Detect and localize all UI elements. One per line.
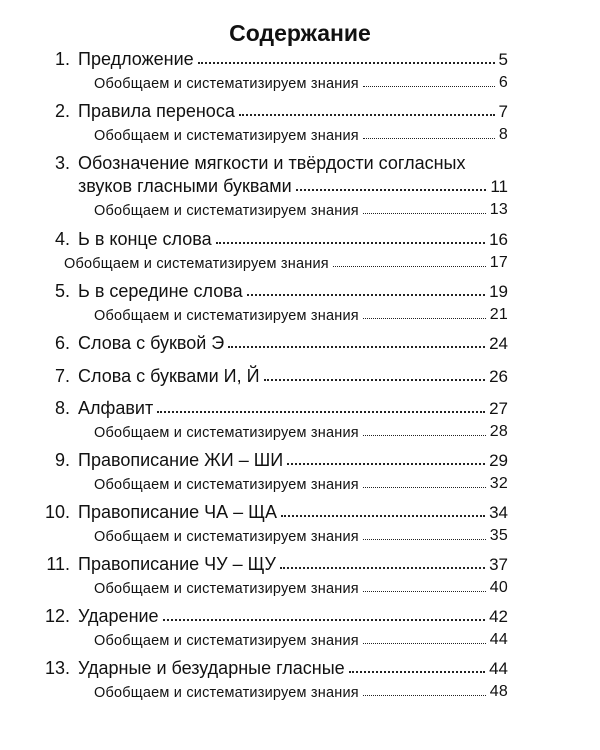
subentry-title: Обобщаем и систематизируем знания bbox=[94, 203, 359, 219]
toc-entry[interactable] bbox=[40, 98, 508, 122]
toc-entry[interactable] bbox=[78, 173, 508, 197]
subentry-page: 8 bbox=[498, 126, 508, 143]
toc-subentry[interactable] bbox=[94, 469, 508, 493]
entry-title: Слова с буквами И, Й bbox=[78, 366, 260, 386]
entry-page: 26 bbox=[489, 367, 508, 386]
dot-leader bbox=[363, 695, 486, 696]
toc-subentry[interactable] bbox=[94, 677, 508, 701]
subentry-page: 13 bbox=[489, 201, 508, 218]
entry-title: Предложение bbox=[78, 49, 194, 69]
toc-subentry[interactable] bbox=[94, 300, 508, 324]
dot-leader bbox=[363, 213, 486, 214]
entry-title: Правила переноса bbox=[78, 101, 235, 121]
entry-number: 13. bbox=[44, 658, 70, 678]
subentry-title: Обобщаем и систематизируем знания bbox=[94, 477, 359, 493]
dot-leader bbox=[363, 86, 495, 87]
entry-title: звуков гласными буквами bbox=[78, 176, 292, 196]
toc-entry[interactable] bbox=[40, 447, 508, 471]
entry-page: 29 bbox=[489, 451, 508, 470]
dot-leader bbox=[163, 619, 486, 621]
entry-number: 1. bbox=[54, 49, 70, 69]
subentry-page: 28 bbox=[489, 423, 508, 440]
dot-leader bbox=[363, 318, 486, 319]
dot-leader bbox=[296, 189, 487, 191]
toc-subentry[interactable] bbox=[94, 120, 508, 144]
subentry-page: 21 bbox=[489, 306, 508, 323]
entry-title: Правописание ЧА – ЩА bbox=[78, 502, 278, 522]
dot-leader bbox=[363, 138, 495, 139]
toc-entry[interactable] bbox=[40, 363, 508, 387]
subentry-title: Обобщаем и систематизируем знания bbox=[94, 581, 359, 597]
subentry-page: 17 bbox=[489, 254, 508, 271]
dot-leader bbox=[349, 671, 485, 673]
dot-leader bbox=[157, 411, 485, 413]
entry-title: Слова с буквой Э bbox=[78, 333, 225, 353]
entry-title: Ударение bbox=[78, 606, 159, 626]
subentry-title: Обобщаем и систематизируем знания bbox=[94, 633, 359, 649]
toc-entry[interactable] bbox=[40, 551, 508, 575]
entry-page: 16 bbox=[489, 230, 508, 249]
entry-number: 5. bbox=[54, 281, 70, 301]
subentry-title: Обобщаем и систематизируем знания bbox=[94, 529, 359, 545]
toc-entry[interactable] bbox=[40, 226, 508, 250]
dot-leader bbox=[281, 515, 485, 517]
toc-subentry[interactable] bbox=[94, 68, 508, 92]
toc-entry[interactable] bbox=[40, 278, 508, 302]
subentry-title: Обобщаем и систематизируем знания bbox=[94, 685, 359, 701]
entry-page: 19 bbox=[489, 282, 508, 301]
dot-leader bbox=[280, 567, 485, 569]
toc-subentry[interactable] bbox=[94, 625, 508, 649]
entry-title: Правописание ЧУ – ЩУ bbox=[78, 554, 276, 574]
entry-page: 34 bbox=[489, 503, 508, 522]
dot-leader bbox=[333, 266, 486, 267]
dot-leader bbox=[239, 114, 495, 116]
entry-number: 3. bbox=[54, 153, 70, 173]
subentry-page: 44 bbox=[489, 631, 508, 648]
entry-page: 11 bbox=[490, 177, 508, 196]
toc-entry[interactable] bbox=[40, 330, 508, 354]
entry-number: 7. bbox=[54, 366, 70, 386]
toc-entry[interactable] bbox=[40, 655, 508, 679]
dot-leader bbox=[363, 435, 486, 436]
toc-entry[interactable] bbox=[40, 603, 508, 627]
subentry-title: Обобщаем и систематизируем знания bbox=[94, 425, 359, 441]
entry-page: 27 bbox=[489, 399, 508, 418]
entry-title: Ударные и безударные гласные bbox=[78, 658, 345, 678]
entry-title: Правописание ЖИ – ШИ bbox=[78, 450, 284, 470]
toc-subentry[interactable] bbox=[94, 417, 508, 441]
toc-entry[interactable] bbox=[40, 46, 508, 70]
dot-leader bbox=[247, 294, 485, 296]
subentry-title: Обобщаем и систематизируем знания bbox=[94, 76, 359, 92]
subentry-title: Обобщаем и систематизируем знания bbox=[64, 256, 329, 272]
subentry-page: 35 bbox=[489, 527, 508, 544]
subentry-page: 48 bbox=[489, 683, 508, 700]
toc-entry[interactable] bbox=[40, 395, 508, 419]
entry-page: 24 bbox=[489, 334, 508, 353]
dot-leader bbox=[228, 346, 485, 348]
dot-leader bbox=[363, 643, 486, 644]
subentry-title: Обобщаем и систематизируем знания bbox=[94, 308, 359, 324]
entry-title-line1: Обозначение мягкости и твёрдости согласных bbox=[78, 153, 466, 173]
page-title: Содержание bbox=[229, 20, 371, 46]
entry-number: 10. bbox=[44, 502, 70, 522]
dot-leader bbox=[363, 591, 486, 592]
toc-entry-first-line[interactable] bbox=[40, 150, 508, 174]
toc-subentry[interactable] bbox=[94, 521, 508, 545]
entry-number: 2. bbox=[54, 101, 70, 121]
entry-title: Ь в середине слова bbox=[78, 281, 243, 301]
subentry-title: Обобщаем и систематизируем знания bbox=[94, 128, 359, 144]
subentry-page: 32 bbox=[489, 475, 508, 492]
dot-leader bbox=[287, 463, 485, 465]
toc-subentry[interactable] bbox=[64, 248, 508, 272]
entry-page: 5 bbox=[498, 50, 508, 69]
entry-page: 7 bbox=[498, 102, 508, 121]
toc-subentry[interactable] bbox=[94, 195, 508, 219]
entry-number: 8. bbox=[54, 398, 70, 418]
entry-number: 12. bbox=[44, 606, 70, 626]
entry-title: Алфавит bbox=[78, 398, 154, 418]
dot-leader bbox=[363, 487, 486, 488]
dot-leader bbox=[363, 539, 486, 540]
entry-number: 6. bbox=[54, 333, 70, 353]
dot-leader bbox=[216, 242, 485, 244]
dot-leader bbox=[198, 62, 495, 64]
entry-number: 11. bbox=[46, 554, 70, 574]
entry-page: 37 bbox=[489, 555, 508, 574]
entry-number: 4. bbox=[54, 229, 70, 249]
subentry-page: 40 bbox=[489, 579, 508, 596]
dot-leader bbox=[264, 379, 486, 381]
entry-number: 9. bbox=[54, 450, 70, 470]
toc-entry[interactable] bbox=[40, 499, 508, 523]
entry-page: 42 bbox=[489, 607, 508, 626]
entry-page: 44 bbox=[489, 659, 508, 678]
toc-subentry[interactable] bbox=[94, 573, 508, 597]
entry-title: Ь в конце слова bbox=[78, 229, 212, 249]
subentry-page: 6 bbox=[498, 74, 508, 91]
